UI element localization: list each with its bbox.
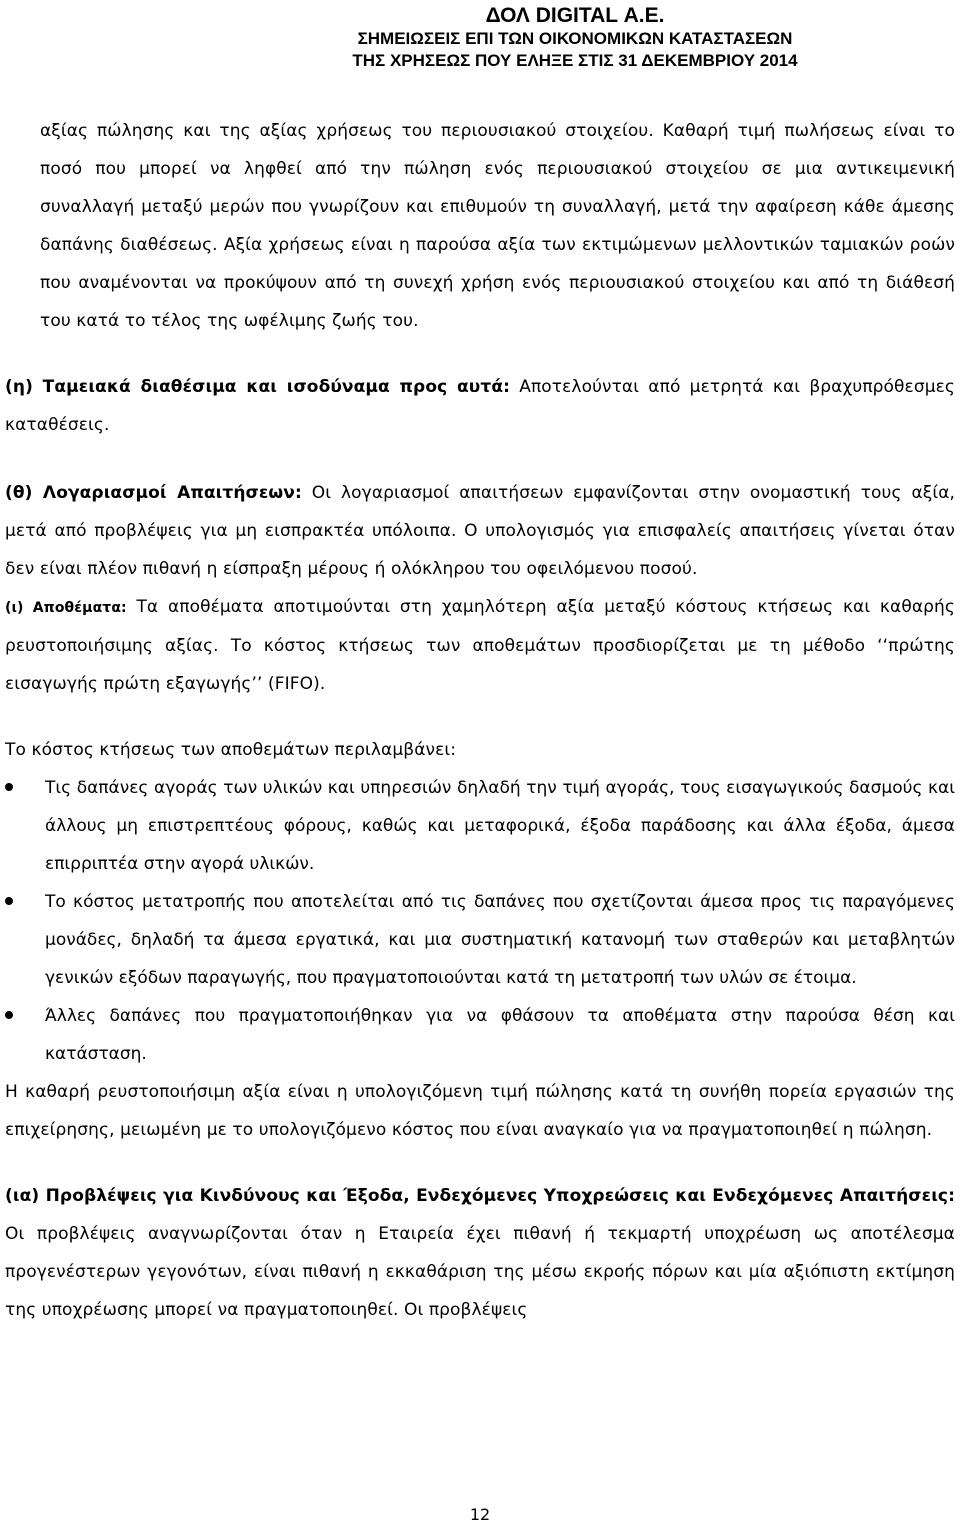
- bullet-icon: [5, 1011, 13, 1019]
- section-iota-label: (ι) Αποθέματα:: [5, 600, 127, 616]
- inventory-cost-list: [5, 769, 955, 1073]
- section-ia-text: Οι προβλέψεις αναγνωρίζονται όταν η Εταιρεία έχει πιθανή ή τεκμαρτή υποχρέωση ως αποτέλεσμα προγενέστερων γεγονότων, είναι πιθανή η εκκαθάριση της μέσω εκροής πόρων και μία αξιόπιστη εκτίμηση της υποχρέωσης μπορεί να πραγματοποιηθεί. Οι προβλέψεις: [5, 1224, 955, 1320]
- bullet-icon: [5, 783, 13, 791]
- section-theta-receivables: [5, 474, 955, 588]
- page-body: [5, 112, 956, 1329]
- section-ia-label: (ια) Προβλέψεις για Κινδύνους και Έξοδα, Ενδεχόμενες Υποχρεώσεις και Ενδεχόμενες Απαιτήσεις:: [5, 1186, 955, 1206]
- inventory-cost-intro: Το κόστος κτήσεως των αποθεμάτων περιλαμβάνει:: [5, 740, 457, 760]
- intro-paragraph: αξίας πώλησης και της αξίας χρήσεως του περιουσιακού στοιχείου. Καθαρή τιμή πωλήσεως είναι το ποσό που μπορεί να ληφθεί από την πώληση ενός περιουσιακού στοιχείου σε μια αντικειμενική συναλλαγή μεταξύ μερών που γνωρίζουν και επιθυμούν τη συναλλαγή, μετά την αφαίρεση κάθε άμεσης δαπάνης διαθέσεως. Αξία χρήσεως είναι η παρούσα αξία των εκτιμώμενων μελλοντικών ταμιακών ροών που αναμένονται να προκύψουν από τη συνεχή χρήση ενός περιουσιακού στοιχείου και από τη διάθεσή του κατά το τέλος της ωφέλιμης ζωής του.: [40, 121, 955, 331]
- section-theta-text: Οι λογαριασμοί απαιτήσεων εμφανίζονται στην ονομαστική τους αξία, μετά από προβλέψεις για μη εισπρακτέα υπόλοιπα. Ο υπολογισμός για επισφαλείς απαιτήσεις γίνεται όταν δεν είναι πλέον πιθανή η είσπραξη μέρους ή ολόκληρου του οφειλόμενου ποσού.: [5, 483, 956, 579]
- section-eta-cash: [5, 368, 955, 444]
- list-item: Άλλες δαπάνες που πραγματοποιήθηκαν για να φθάσουν τα αποθέματα στην παρούσα θέση και κατάσταση.: [5, 997, 955, 1073]
- page-number: 12: [469, 1505, 491, 1524]
- document-header: [0, 4, 960, 72]
- section-iota-text: Τα αποθέματα αποτιμούνται στη χαμηλότερη αξία μεταξύ κόστους κτήσεως και καθαρής ρευστοποιήσιμης αξίας. Το κόστος κτήσεως των αποθεμάτων προσδιορίζεται με τη μέθοδο ‘‘πρώτης εισαγωγής πρώτη εξαγωγής’’ (FIFO).: [5, 597, 955, 694]
- section-eta-text: Αποτελούνται από μετρητά και βραχυπρόθεσμες καταθέσεις.: [5, 377, 955, 435]
- section-ia-provisions: [5, 1177, 955, 1329]
- bullet-icon: [5, 897, 13, 905]
- section-theta-label: (θ) Λογαριασμοί Απαιτήσεων:: [5, 483, 302, 503]
- list-item: Τις δαπάνες αγοράς των υλικών και υπηρεσιών δηλαδή την τιμή αγοράς, τους εισαγωγικούς δασμούς και άλλους μη επιστρεπτέους φόρους, καθώς και μεταφορικά, έξοδα παράδοσης και άλλα έξοδα, άμεσα επιρριπτέα στην αγορά υλικών.: [5, 769, 955, 883]
- section-iota-inventories: [5, 588, 955, 703]
- section-eta-label: (η) Ταμειακά διαθέσιμα και ισοδύναμα προς αυτά:: [5, 377, 510, 397]
- company-name: ΔΟΛ DIGITAL Α.Ε.: [485, 4, 665, 27]
- header-title-line-2: ΤΗΣ ΧΡΗΣΕΩΣ ΠΟΥ ΕΛΗΞΕ ΣΤΙΣ 31 ΔΕΚΕΜΒΡΙΟΥ 2014: [352, 51, 798, 70]
- header-title-line-1: ΣΗΜΕΙΩΣΕΙΣ ΕΠΙ ΤΩΝ ΟΙΚΟΝΟΜΙΚΩΝ ΚΑΤΑΣΤΑΣΕΩΝ: [357, 29, 793, 48]
- net-realizable-value-paragraph: Η καθαρή ρευστοποιήσιμη αξία είναι η υπολογιζόμενη τιμή πώλησης κατά τη συνήθη πορεία εργασιών της επιχείρησης, μειωμένη με το υπολογιζόμενο κόστος που είναι αναγκαίο για να πραγματοποιηθεί η πώληση.: [5, 1082, 955, 1140]
- list-item: Το κόστος μετατροπής που αποτελείται από τις δαπάνες που σχετίζονται άμεσα προς τις παραγόμενες μονάδες, δηλαδή τα άμεσα εργατικά, και μια συστηματική κατανομή των σταθερών και μεταβλητών γενικών εξόδων παραγωγής, που πραγματοποιούνται κατά τη μετατροπή των υλών σε έτοιμα.: [5, 883, 955, 997]
